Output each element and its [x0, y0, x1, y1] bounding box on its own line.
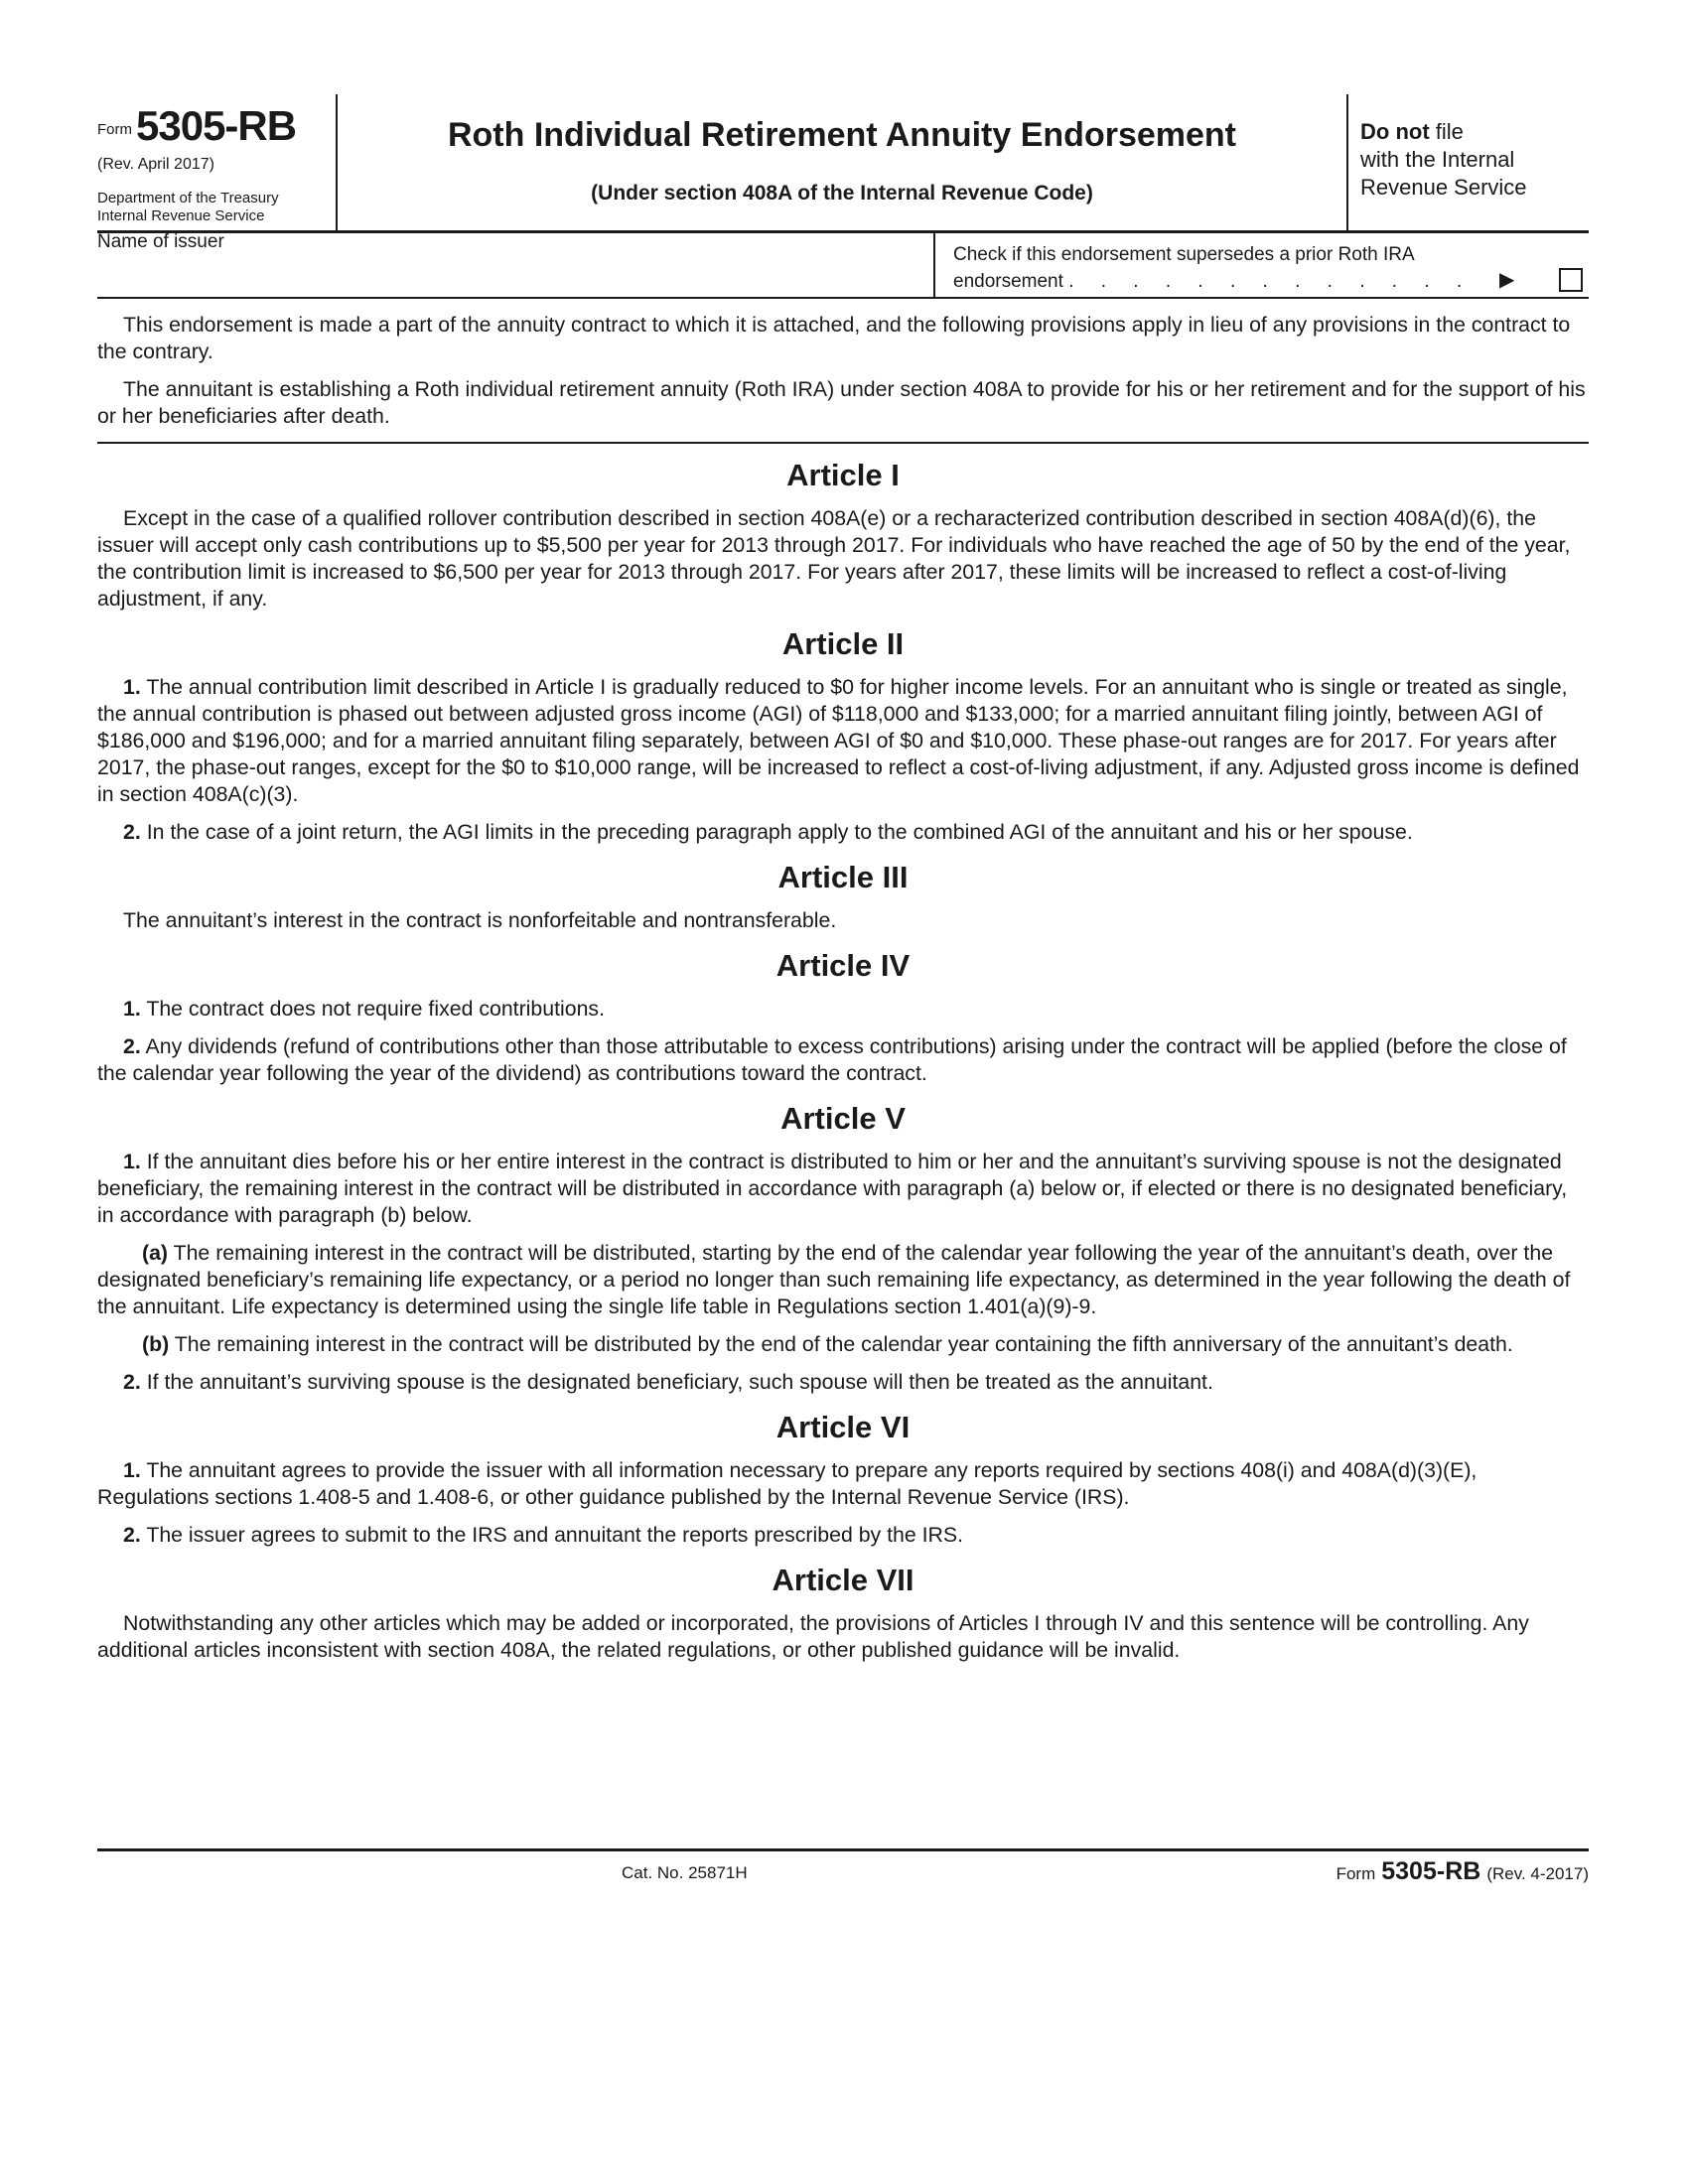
article-6-item-1 [97, 1457, 1589, 1511]
department-line: Department of the Treasury [97, 190, 279, 206]
article-1-paragraph: Except in the case of a qualified rollover contribution described in section 408A(e) or a recharacterized contribution described in section 408A(d)(6), the issuer will accept only cash contributions up to $5,500 per year for 2013 through 2017. For individuals who have reached the age of 50 by the end of the year, the contribution limit is increased to $6,500 per year for 2013 through 2017. For years after 2017, these limits will be increased to reflect a cost-of-living adjustment, if any. [97, 506, 1571, 611]
form-body [97, 312, 1589, 1675]
article-3-paragraph: The annuitant’s interest in the contract is nonforfeitable and nontransferable. [123, 908, 837, 932]
form-footer [97, 1848, 1589, 1891]
item-text: The annual contribution limit described in Article I is gradually reduced to $0 for higher income levels. For an annuitant who is single or treated as single, the annual contribution is phased out between adjusted gross income (AGI) of $118,000 and $133,000; for a married annuitant filing jointly, between AGI of $186,000 and $196,000; and for a married annuitant filing separately, between AGI of $0 and $10,000. These phase-out ranges are for 2017. For years after 2017, the phase-out ranges, except for the $0 to $10,000 range, will be increased to reflect a cost-of-living adjustment, if any. Adjusted gross income is defined in section 408A(c)(3). [97, 675, 1580, 806]
article-4-item-2 [97, 1033, 1589, 1087]
article-7-paragraph: Notwithstanding any other articles which may be added or incorporated, the provisions of Articles I through IV and this sentence will be controlling. Any additional articles inconsistent with section 408A, the related regulations, or other published guidance will be invalid. [97, 1611, 1529, 1662]
item-number: 2. [123, 1523, 141, 1547]
dot-leader: . . . . . . . . . . . . . [1068, 271, 1474, 292]
do-not-file-line1 [1360, 118, 1584, 146]
intro-paragraph-2: The annuitant is establishing a Roth individual retirement annuity (Roth IRA) under section 408A to provide for his or her retirement and for the support of his or her beneficiaries after death. [97, 377, 1586, 428]
item-text: The remaining interest in the contract will be distributed by the end of the calendar year containing the fifth anniversary of the annuitant’s death. [174, 1332, 1513, 1356]
article-4-title: Article IV [775, 948, 911, 983]
item-text: The contract does not require fixed contributions. [146, 997, 606, 1021]
form-title: Roth Individual Retirement Annuity Endorsement [447, 116, 1237, 154]
item-letter: (a) [142, 1241, 169, 1265]
article-2-item-2 [97, 819, 1589, 846]
item-text: The remaining interest in the contract will be distributed, starting by the end of the calendar year following the year of the annuitant’s death, over the designated beneficiary’s remaining life expectancy, or a period no longer than such remaining life expectancy, as determined in the year following the death of the annuitant. Life expectancy is determined using the single life table in Regulations section 1.401(a)(9)-9. [97, 1241, 1571, 1318]
do-not-file-line2: with the Internal [1360, 147, 1515, 172]
article-7-title: Article VII [772, 1563, 914, 1597]
do-not-file-notice [1360, 118, 1584, 202]
issuer-row [97, 231, 1589, 299]
supersede-word: endorsement [953, 271, 1063, 292]
issuer-name-label: Name of issuer [97, 231, 224, 252]
title-block [338, 94, 1348, 230]
form-id-block [97, 94, 338, 230]
article-2-item-1 [97, 674, 1589, 808]
article-5-item-1 [97, 1149, 1589, 1229]
supersede-section [933, 231, 1591, 297]
article-6-title: Article VI [775, 1410, 911, 1444]
item-number: 2. [123, 1370, 141, 1394]
article-2-title: Article II [781, 626, 905, 661]
catalog-number: Cat. No. 25871H [622, 1863, 748, 1882]
footer-form-word: Form [1336, 1864, 1376, 1883]
supersede-line1: Check if this endorsement supersedes a prior Roth IRA [953, 244, 1415, 265]
item-number: 2. [123, 1034, 141, 1058]
do-not-rest: file [1429, 119, 1464, 144]
article-5-item-2 [97, 1369, 1589, 1396]
item-text: In the case of a joint return, the AGI limits in the preceding paragraph apply to the combined AGI of the annuitant and his or her spouse. [146, 820, 1413, 844]
item-number: 1. [123, 1458, 141, 1482]
footer-form-number: 5305-RB [1381, 1857, 1481, 1885]
item-letter: (b) [142, 1332, 170, 1356]
article-1-title: Article I [786, 458, 900, 492]
article-5-item-a [97, 1240, 1589, 1320]
intro-paragraph-1: This endorsement is made a part of the annuity contract to which it is attached, and the following provisions apply in lieu of any provisions in the contract to the contrary. [97, 313, 1571, 363]
article-5-item-b [97, 1331, 1589, 1358]
department-block [97, 190, 279, 225]
item-text: The annuitant agrees to provide the issuer with all information necessary to prepare any reports required by sections 408(i) and 408A(d)(3)(E), Regulations sections 1.408-5 and 1.408-6, or other guidance published by the Internal Revenue Service (IRS). [97, 1458, 1477, 1509]
article-4-item-1 [97, 996, 1589, 1023]
item-text: The issuer agrees to submit to the IRS and annuitant the reports prescribed by the IRS. [146, 1523, 964, 1547]
supersede-text [953, 241, 1509, 295]
article-3-title: Article III [777, 860, 909, 894]
arrow-right-icon: ▶ [1499, 269, 1515, 291]
article-5-title: Article V [780, 1101, 906, 1136]
item-number: 1. [123, 675, 141, 699]
footer-form-id [1336, 1857, 1589, 1886]
item-number: 2. [123, 820, 141, 844]
form-subtitle: (Under section 408A of the Internal Revenue Code) [591, 182, 1093, 205]
item-number: 1. [123, 997, 141, 1021]
agency-line: Internal Revenue Service [97, 207, 265, 224]
do-not-file-line3: Revenue Service [1360, 175, 1527, 200]
supersede-checkbox[interactable] [1559, 268, 1583, 292]
item-text: If the annuitant’s surviving spouse is the designated beneficiary, such spouse will then be treated as the annuitant. [146, 1370, 1213, 1394]
intro-section [97, 312, 1589, 444]
item-number: 1. [123, 1150, 141, 1173]
item-text: Any dividends (refund of contributions other than those attributable to excess contributions) arising under the contract will be applied (before the close of the calendar year following the year of the dividend) as contributions toward the contract. [97, 1034, 1567, 1085]
form-word: Form [97, 121, 132, 138]
form-revision: (Rev. April 2017) [97, 156, 214, 173]
footer-revision: (Rev. 4-2017) [1486, 1864, 1589, 1883]
form-id-line [97, 102, 296, 150]
do-not-bold: Do not [1360, 119, 1430, 144]
form-number: 5305-RB [136, 102, 297, 149]
article-6-item-2 [97, 1522, 1589, 1549]
item-text: If the annuitant dies before his or her entire interest in the contract is distributed to him or her and the annuitant’s surviving spouse is not the designated beneficiary, the remaining interest in the contract will be distributed in accordance with paragraph (a) below or, if elected or there is no designated beneficiary, in accordance with paragraph (b) below. [97, 1150, 1568, 1227]
supersede-line2 [953, 268, 1509, 295]
form-header [97, 94, 1589, 233]
